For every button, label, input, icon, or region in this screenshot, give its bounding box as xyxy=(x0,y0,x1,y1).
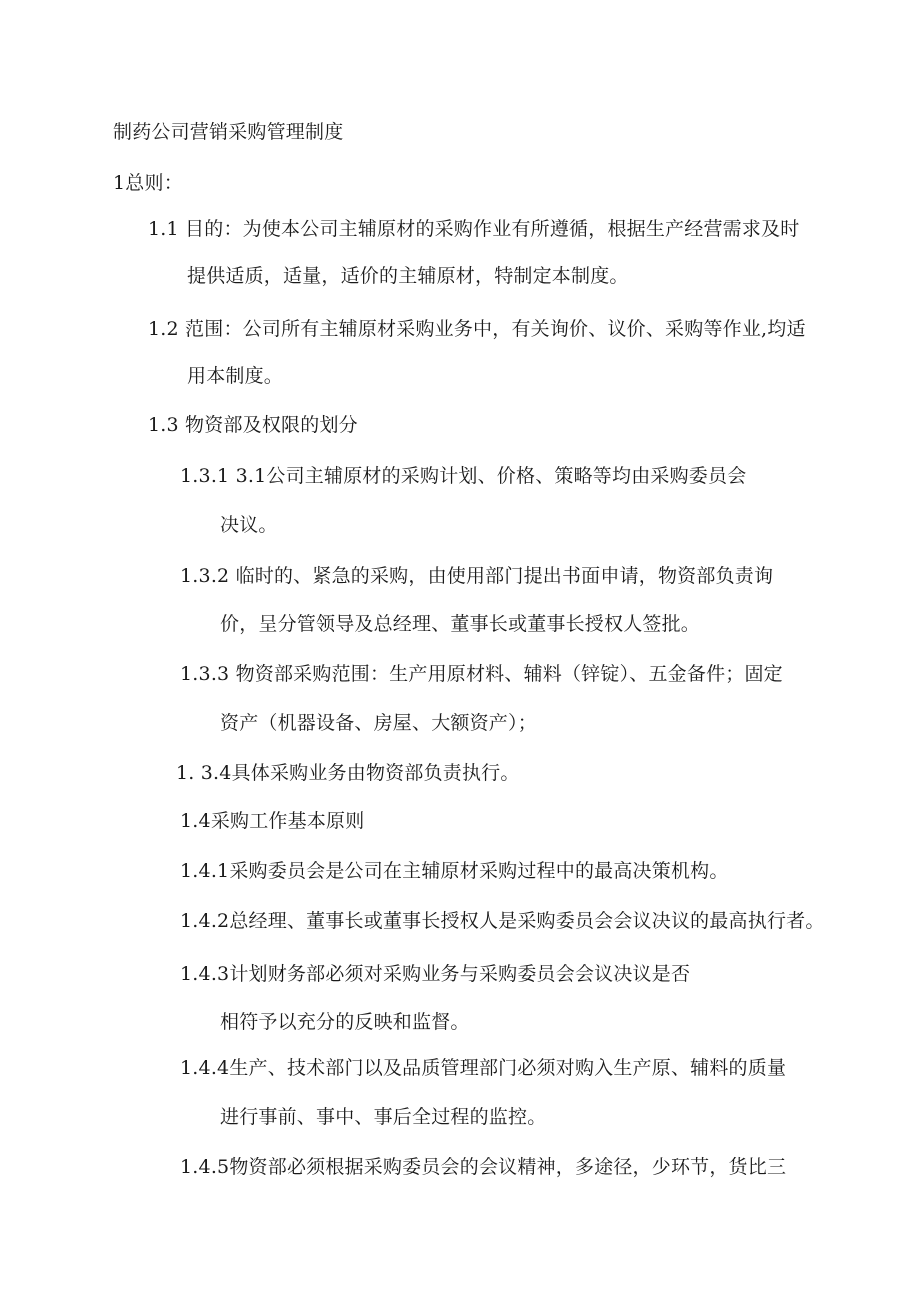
paragraph-1-4-5-line-1: 1.4.5物资部必须根据采购委员会的会议精神，多途径，少环节，货比三 xyxy=(180,1156,787,1178)
section-1-3-heading: 1.3 物资部及权限的划分 xyxy=(148,414,358,436)
paragraph-1-1-line-2: 提供适质，适量，适价的主辅原材，特制定本制度。 xyxy=(187,265,629,287)
paragraph-1-4-2: 1.4.2总经理、董事长或董事长授权人是采购委员会会议决议的最高执行者。 xyxy=(180,910,825,932)
paragraph-1-1-line-1: 1.1 目的：为使本公司主辅原材的采购作业有所遵循，根据生产经营需求及时 xyxy=(148,218,800,240)
paragraph-1-4-4-line-2: 进行事前、事中、事后全过程的监控。 xyxy=(220,1106,547,1128)
paragraph-1-2-line-1: 1.2 范围：公司所有主辅原材采购业务中，有关询价、议价、采购等作业,均适 xyxy=(148,318,806,340)
paragraph-1-3-3-line-2: 资产（机器设备、房屋、大额资产）； xyxy=(220,712,537,734)
paragraph-1-3-3-line-1: 1.3.3 物资部采购范围：生产用原材料、辅料（锌锭）、五金备件；固定 xyxy=(180,663,783,685)
paragraph-1-3-1-line-2: 决议。 xyxy=(220,514,278,536)
section-1-4-heading: 1.4采购工作基本原则 xyxy=(180,810,365,832)
paragraph-1-3-2-line-2: 价，呈分管领导及总经理、董事长或董事长授权人签批。 xyxy=(220,613,701,635)
section-1-heading: 1总则： xyxy=(113,172,183,194)
paragraph-1-3-1-line-1: 1.3.1 3.1公司主辅原材的采购计划、价格、策略等均由采购委员会 xyxy=(180,465,747,487)
paragraph-1-4-3-line-1: 1.4.3计划财务部必须对采购业务与采购委员会会议决议是否 xyxy=(180,963,691,985)
paragraph-1-2-line-2: 用本制度。 xyxy=(187,365,284,387)
document-title: 制药公司营销采购管理制度 xyxy=(113,121,344,143)
paragraph-1-4-3-line-2: 相符予以充分的反映和监督。 xyxy=(220,1011,470,1033)
paragraph-1-3-4: 1. 3.4具体采购业务由物资部负责执行。 xyxy=(176,762,520,784)
paragraph-1-4-4-line-1: 1.4.4生产、技术部门以及品质管理部门必须对购入生产原、辅料的质量 xyxy=(180,1057,787,1079)
paragraph-1-3-2-line-1: 1.3.2 临时的、紧急的采购，由使用部门提出书面申请，物资部负责询 xyxy=(180,565,774,587)
paragraph-1-4-1: 1.4.1采购委员会是公司在主辅原材采购过程中的最高决策机构。 xyxy=(180,860,729,882)
